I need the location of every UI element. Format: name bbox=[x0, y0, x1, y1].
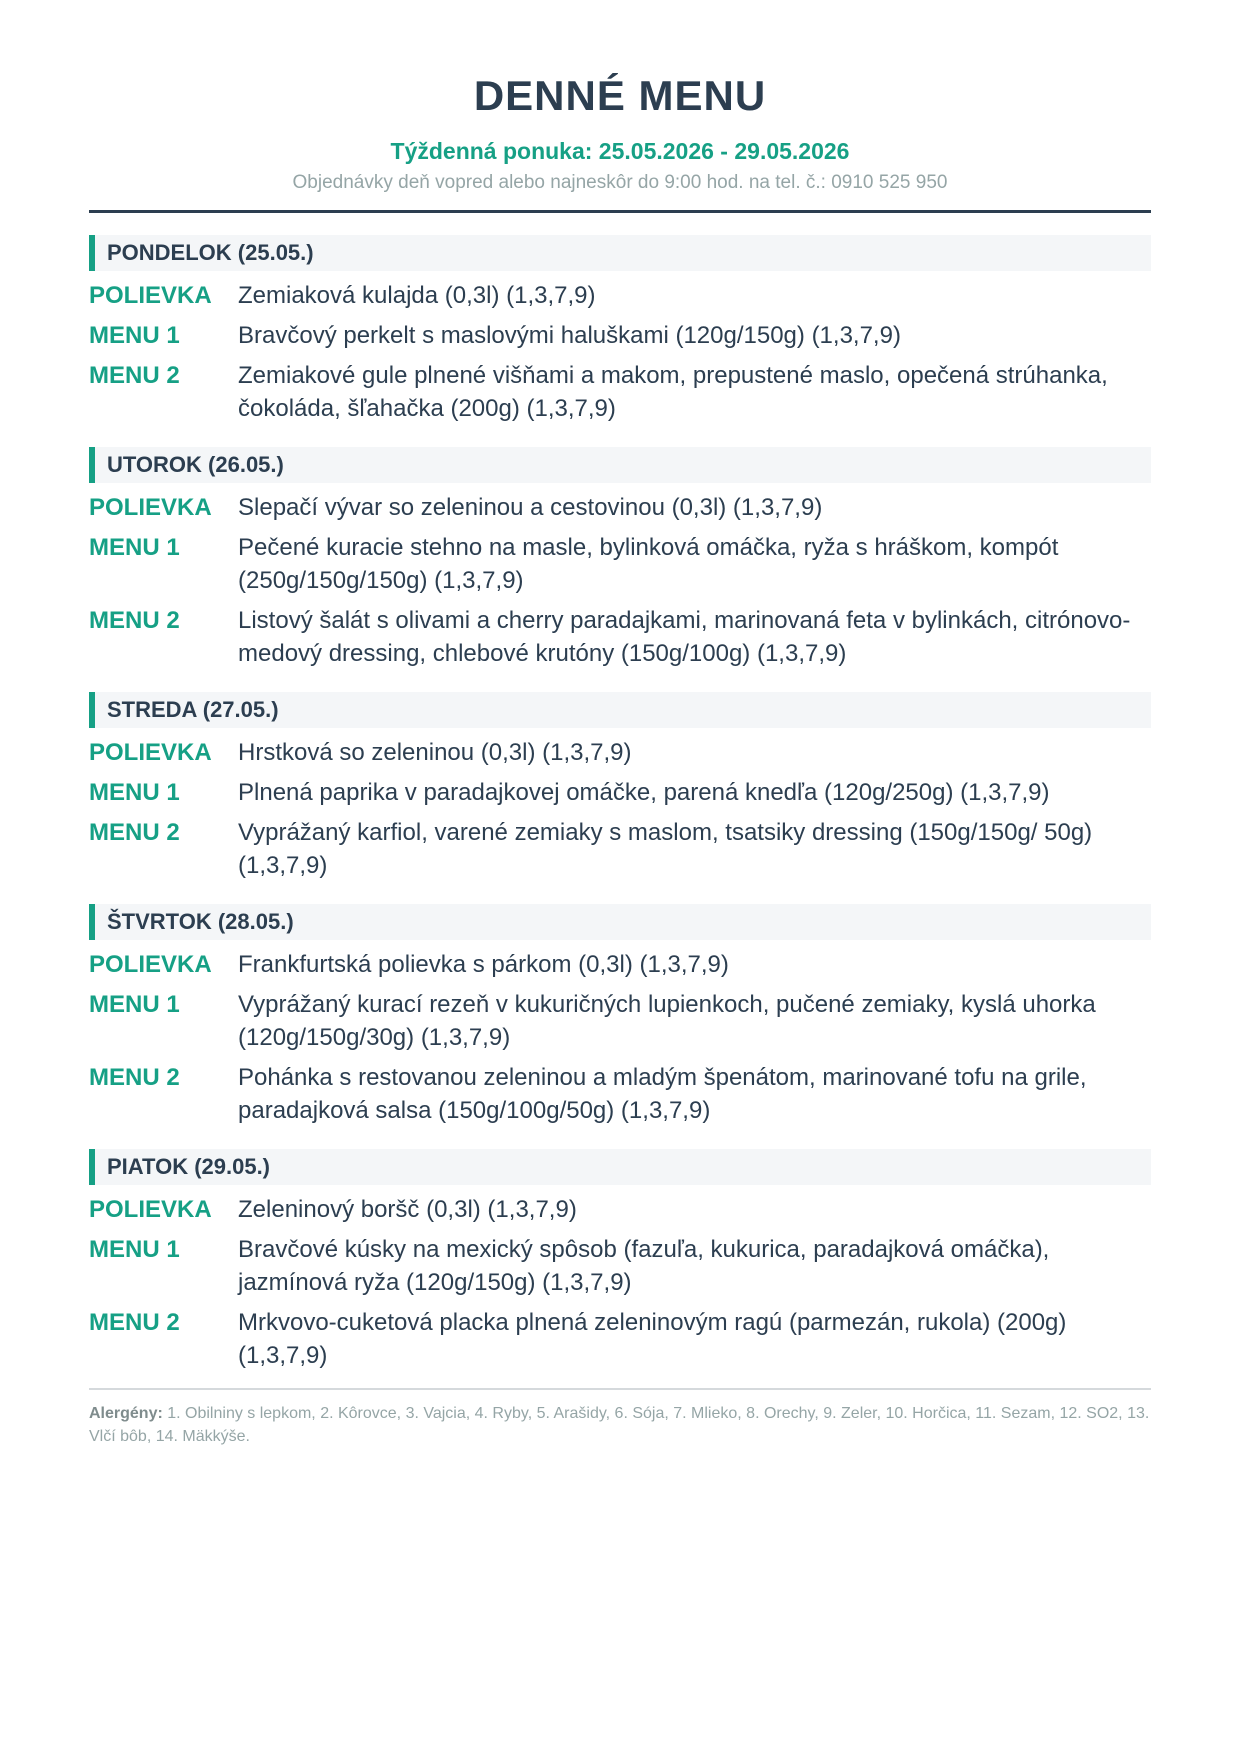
item-text: Zemiaková kulajda (0,3l) (1,3,7,9) bbox=[238, 282, 596, 309]
menu-row-soup bbox=[89, 1193, 1151, 1226]
menu-row-soup bbox=[89, 491, 1151, 524]
menu-row-menu-1 bbox=[89, 1233, 1151, 1299]
item-label: MENU 2 bbox=[89, 607, 180, 634]
item-label: POLIEVKA bbox=[89, 739, 212, 766]
item-label: MENU 1 bbox=[89, 991, 180, 1018]
allergen-legend bbox=[89, 1402, 1151, 1448]
item-text: Frankfurtská polievka s párkom (0,3l) (1,3,7,9) bbox=[238, 951, 729, 978]
item-label: POLIEVKA bbox=[89, 494, 212, 521]
item-text: Hrstková so zeleninou (0,3l) (1,3,7,9) bbox=[238, 739, 632, 766]
day-items bbox=[89, 948, 1151, 1127]
item-text: Pečené kuracie stehno na masle, bylinková omáčka, ryža s hráškom, kompót (250g/150g/150g) (1,3,7,9) bbox=[238, 534, 1059, 594]
item-label: MENU 2 bbox=[89, 1309, 180, 1336]
day-monday bbox=[89, 235, 1151, 425]
menu-row-menu-1 bbox=[89, 531, 1151, 597]
item-label: POLIEVKA bbox=[89, 282, 212, 309]
item-label: MENU 1 bbox=[89, 779, 180, 806]
day-header: PIATOK (29.05.) bbox=[89, 1149, 1151, 1185]
item-text: Zemiakové gule plnené višňami a makom, prepustené maslo, opečená strúhanka, čokoláda, šľahačka (200g) (1,3,7,9) bbox=[238, 362, 1108, 422]
item-text: Slepačí vývar so zeleninou a cestovinou (0,3l) (1,3,7,9) bbox=[238, 494, 823, 521]
day-header: STREDA (27.05.) bbox=[89, 692, 1151, 728]
day-items bbox=[89, 279, 1151, 425]
item-text: Vyprážaný kurací rezeň v kukuričných lupienkoch, pučené zemiaky, kyslá uhorka (120g/150g/30g) (1,3,7,9) bbox=[238, 991, 1096, 1051]
menu-row-menu-2 bbox=[89, 604, 1151, 670]
item-label: MENU 1 bbox=[89, 534, 180, 561]
menu-row-menu-1 bbox=[89, 776, 1151, 809]
item-label: MENU 2 bbox=[89, 1064, 180, 1091]
menu-row-soup bbox=[89, 948, 1151, 981]
item-label: MENU 1 bbox=[89, 1236, 180, 1263]
day-wednesday bbox=[89, 692, 1151, 882]
item-text: Bravčové kúsky na mexický spôsob (fazuľa, kukurica, paradajková omáčka), jazmínová ryža (120g/150g) (1,3,7,9) bbox=[238, 1236, 1050, 1296]
menu-row-menu-2 bbox=[89, 1306, 1151, 1372]
day-friday bbox=[89, 1149, 1151, 1372]
menu-row-menu-1 bbox=[89, 319, 1151, 352]
day-header: PONDELOK (25.05.) bbox=[89, 235, 1151, 271]
item-text: Mrkvovo-cuketová placka plnená zeleninovým ragú (parmezán, rukola) (200g) (1,3,7,9) bbox=[238, 1309, 1067, 1369]
allergen-label: Alergény: bbox=[89, 1405, 163, 1422]
week-range: Týždenná ponuka: 25.05.2026 - 29.05.2026 bbox=[390, 138, 850, 164]
day-header: ŠTVRTOK (28.05.) bbox=[89, 904, 1151, 940]
order-note: Objednávky deň vopred alebo najneskôr do 9:00 hod. na tel. č.: 0910 525 950 bbox=[292, 172, 948, 193]
menu-row-menu-1 bbox=[89, 988, 1151, 1054]
day-tuesday bbox=[89, 447, 1151, 670]
menu-row-menu-2 bbox=[89, 1061, 1151, 1127]
menu-row-soup bbox=[89, 736, 1151, 769]
item-text: Pohánka s restovanou zeleninou a mladým špenátom, marinované tofu na grile, paradajková salsa (150g/100g/50g) (1,3,7,9) bbox=[238, 1064, 1087, 1124]
header-divider bbox=[89, 210, 1151, 213]
day-items bbox=[89, 1193, 1151, 1372]
item-text: Listový šalát s olivami a cherry paradajkami, marinovaná feta v bylinkách, citrónovo-medový dressing, chlebové krutóny (150g/100g) (1,3,7,9) bbox=[238, 607, 1131, 667]
item-text: Zeleninový boršč (0,3l) (1,3,7,9) bbox=[238, 1196, 577, 1223]
item-label: POLIEVKA bbox=[89, 951, 212, 978]
menu-row-menu-2 bbox=[89, 359, 1151, 425]
menu-row-soup bbox=[89, 279, 1151, 312]
day-items bbox=[89, 491, 1151, 670]
item-label: MENU 1 bbox=[89, 322, 180, 349]
day-thursday bbox=[89, 904, 1151, 1127]
item-label: POLIEVKA bbox=[89, 1196, 212, 1223]
day-header: UTOROK (26.05.) bbox=[89, 447, 1151, 483]
item-text: Bravčový perkelt s maslovými haluškami (120g/150g) (1,3,7,9) bbox=[238, 322, 901, 349]
item-label: MENU 2 bbox=[89, 362, 180, 389]
item-text: Plnená paprika v paradajkovej omáčke, parená knedľa (120g/250g) (1,3,7,9) bbox=[238, 779, 1050, 806]
item-label: MENU 2 bbox=[89, 819, 180, 846]
footer-divider bbox=[89, 1388, 1151, 1390]
page-title: DENNÉ MENU bbox=[473, 72, 767, 119]
menu-row-menu-2 bbox=[89, 816, 1151, 882]
day-items bbox=[89, 736, 1151, 882]
item-text: Vyprážaný karfiol, varené zemiaky s maslom, tsatsiky dressing (150g/150g/ 50g) (1,3,7,9) bbox=[238, 819, 1093, 879]
allergen-list: 1. Obilniny s lepkom, 2. Kôrovce, 3. Vajcia, 4. Ryby, 5. Arašidy, 6. Sója, 7. Mlieko, 8. Orechy, 9. Zeler, 10. Horčica, 11. Sezam, 12. SO2, 13. Vlčí bôb, 14. Mäkkýše. bbox=[89, 1405, 1150, 1445]
